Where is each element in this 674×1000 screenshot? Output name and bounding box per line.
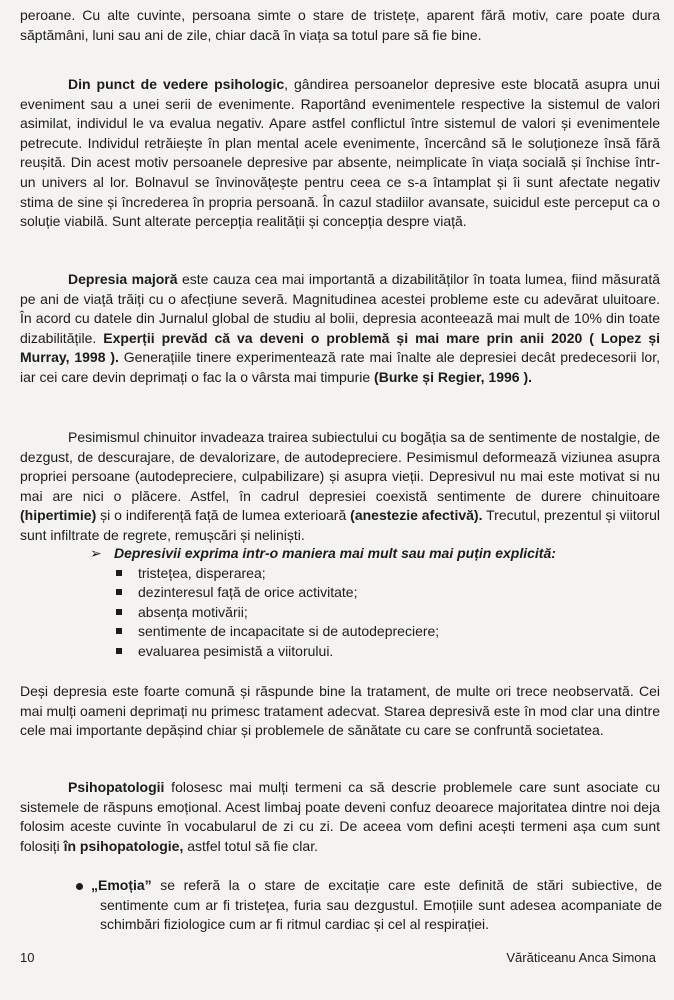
footer-author: Vărăticeanu Anca Simona bbox=[506, 950, 656, 965]
paragraph-common-depression: Deși depresia este foarte comună și răspunde bine la tratament, de multe ori trece neobservată. Cei mai mulți oameni deprimați nu primesc tratament adecvat. Starea depresivă este în mod clar una dintre cele mai importante depășind chiar și problemele de sănătate cu care se confruntă societatea. bbox=[20, 683, 660, 739]
list-item: sentimente de incapacitate si de autodepreciere; bbox=[110, 622, 439, 641]
square-bullet-icon bbox=[116, 628, 122, 634]
paragraph-intro-continuation: peroane. Cu alte cuvinte, persoana simte o stare de tristețe, aparent fără motiv, care poate dura săptămâni, luni sau ani de zile, chiar dacă în viața sa totul pare să fie bine. bbox=[20, 7, 660, 43]
arrow-bullet-icon: ➢ bbox=[90, 545, 102, 561]
term-major-depression: Depresia majoră bbox=[68, 271, 178, 287]
square-bullet-icon bbox=[116, 589, 122, 595]
paragraph-psychopathologists: Psihopatologii folosesc mai mulți termeni ca să descrie problemele care sunt asociate cu sistemele de răspuns emoțional. Acest limbaj poate deveni confuz deoarece majoritatea dintre noi deja folosim aceste cuvinte în vocabularul de zi cu zi. De aceea vom defini acești termeni așa cum sunt folosiți în psihopatologie, astfel totul să fie clar. bbox=[20, 779, 660, 854]
emotion-definition: „Emoția” se referă la o stare de excitație care este definită de stări subiective, de sentimente cum ar fi tristețea, furia sau dezgustul. Emoțiile sunt adesea acompaniate de schimbări fiziologice cum ar fi ritmul cardiac și cel al respirației. bbox=[76, 876, 662, 935]
list-item: tristețea, disperarea; bbox=[110, 564, 439, 583]
term-psychological: Din punct de vedere psihologic bbox=[68, 76, 285, 92]
list-item: evaluarea pesimistă a viitorului. bbox=[110, 642, 439, 661]
page-number: 10 bbox=[20, 950, 35, 965]
list-item: dezinteresul față de orice activitate; bbox=[110, 583, 439, 602]
list-item: absența motivării; bbox=[110, 603, 439, 622]
paragraph-major-depression: Depresia majoră este cauza cea mai importantă a dizabilităților în toata lumea, fiind măsurată pe ani de viață trăiți cu o afecțiune severă. Magnitudinea acestei probleme este cu adevărat uluitoare. În acord cu datele din Jurnalul global de studiu al bolii, depresia aconteează mai mult de 10% din toate dizabilitățile. Experții prevăd că va deveni o problemă și mai mare prin anii 2020 ( Lopez și Murray, 1998 ). Generațiile tinere experimentează rate mai înalte ale depresiei decât predecesorii lor, iar cei care devin deprimați o fac la o vârsta mai timpurie (Burke și Regier, 1996 ). bbox=[20, 271, 661, 385]
paragraph-pessimism: Pesimismul chinuitor invadeaza trairea subiectului cu bogăția sa de sentimente de nostalgie, de dezgust, de descurajare, de devalorizare, de autodepreciere. Pesimismul deformează viziunea asupra propriei persoane (autodepreciere, culpabilizare) și asupra vieții. Depresivul nu mai este motivat si nu mai are nici o plăcere. Astfel, în cadrul depresiei coexistă sentimente de durere chinuitoare (hipertimie) și o indiferență față de lumea exterioară (anestezie afectivă). Trecutul, prezentul și viitorul sunt infiltrate de regrete, remușcări și neliniști. bbox=[20, 429, 661, 543]
depressives-heading: ➢ Depresivii exprima intr-o maniera mai mult sau mai puțin explicită: bbox=[90, 545, 556, 561]
square-bullet-icon bbox=[116, 609, 122, 615]
paragraph-psychological: Din punct de vedere psihologic, gândirea persoanelor depresive este blocată asupra unui eveniment sau a unei serii de evenimente. Raportând evenimentele respective la sistemul de valori asimilat, individul le va evalua negativ. Apare astfel conflictul între sistemul de valori și evenimentele petrecute. Individul retrăiește în plan mental acele evenimente, încercând să le soluționeze însă fără reușită. Din acest motiv persoanele depresive par absente, neimplicate în viața socială și închise într-un univers al lor. Bolnavul se învinovățește pentru ceea ce s-a întamplat și îi sunt afectate negativ stima de sine și încrederea în propria persoană. În cazul stadiilor avansate, suicidul este perceput ca o soluție viabilă. Sunt alterate percepția realității și concepția despre viață. bbox=[20, 76, 660, 230]
term-emotion: „Emoția” bbox=[91, 877, 152, 893]
symptom-list bbox=[110, 564, 439, 661]
square-bullet-icon bbox=[116, 570, 122, 576]
square-bullet-icon bbox=[116, 648, 122, 654]
round-bullet-icon bbox=[76, 883, 83, 890]
term-psychopathologists: Psihopatologii bbox=[68, 779, 165, 795]
